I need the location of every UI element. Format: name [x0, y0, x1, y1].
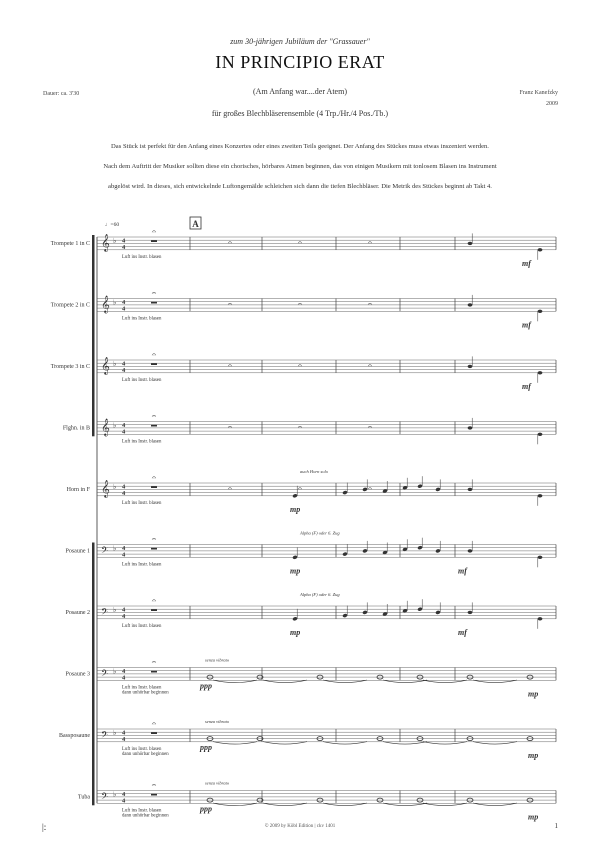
dynamic-marking: ppp: [200, 743, 212, 752]
fermata-symbol: 𝄐: [151, 657, 157, 667]
bass-clef: 𝄢: [101, 730, 109, 743]
fermata-symbol: 𝄐: [151, 350, 157, 359]
fermata-rest: 𝄐: [227, 422, 233, 432]
treble-clef: 𝄞: [101, 235, 110, 252]
expression-text: senza vibrato: [205, 657, 230, 663]
note-head: [468, 426, 473, 429]
time-sig-top: 4: [122, 668, 126, 675]
air-note-text-2: dann unhörbar beginnen: [122, 813, 169, 819]
time-sig-top: 4: [122, 237, 126, 245]
time-sig-top: 4: [122, 299, 126, 306]
composer-name: Franz Kanefzky: [519, 90, 558, 96]
expression-text: auch Horn solo: [300, 469, 328, 474]
dynamic-marking: ppp: [200, 681, 212, 691]
air-note-text: Luft ins Instr. blasen: [122, 316, 162, 322]
fermata-rest: 𝄐: [297, 238, 303, 247]
note-head: [468, 365, 473, 368]
dynamic-marking-2: mp: [528, 751, 539, 760]
instrument-name: Trompete 1 in C: [50, 241, 90, 247]
instrument-name: Trompete 3 in C: [50, 364, 90, 370]
note-head: [468, 488, 473, 491]
intro-line-3: abgelöst wird. In dieses, sich entwickelnde Luftongemälde schleichen sich dann die tiefen Blechbläser. Die Metrik des Stückes beginnt ab Takt 4.: [108, 183, 492, 190]
time-sig-top: 4: [122, 791, 126, 798]
note-head: [538, 371, 543, 374]
staff: [97, 356, 556, 382]
fermata-rest: 𝄐: [227, 484, 233, 493]
time-sig-bottom: 4: [122, 551, 126, 559]
key-signature-flat: ♭: [113, 667, 117, 676]
dynamic-marking: mf: [522, 320, 531, 330]
tempo-marking: ♩=60: [105, 222, 120, 228]
whole-rest: [151, 794, 157, 796]
time-sig-top: 4: [122, 545, 126, 552]
key-signature-flat: ♭: [113, 790, 117, 799]
expression-text: senza vibrato: [205, 719, 230, 724]
instrument-name: Trompete 2 in C: [50, 302, 90, 309]
note-head: [538, 310, 543, 313]
piece-title: IN PRINCIPIO ERAT: [215, 52, 385, 72]
key-signature-flat: ♭: [113, 237, 117, 245]
dynamic-marking: mp: [290, 628, 301, 637]
air-note-text: Luft ins Instr. blasen: [122, 808, 162, 814]
time-sig-bottom: 4: [122, 367, 126, 374]
time-sig-bottom: 4: [122, 797, 126, 805]
staff: [97, 418, 556, 444]
dynamic-marking: mf: [522, 382, 531, 391]
key-signature-flat: ♭: [113, 729, 117, 737]
air-note-text: Luft ins Instr. blasen: [122, 624, 162, 629]
time-sig-bottom: 4: [122, 490, 126, 497]
key-signature-flat: ♭: [113, 483, 117, 491]
note-head: [468, 242, 473, 245]
instrument-name: Posaune 1: [65, 548, 90, 555]
bass-clef: 𝄢: [101, 792, 109, 804]
time-sig-bottom: 4: [122, 674, 126, 682]
fermata-rest: 𝄐: [227, 299, 233, 309]
whole-rest: [151, 363, 157, 365]
dynamic-marking: mf: [522, 259, 531, 268]
dynamic-marking: mp: [290, 505, 301, 514]
page-number: 1: [554, 822, 558, 830]
staff: [97, 538, 556, 568]
note-head: [538, 494, 543, 497]
air-note-text: Luft ins Instr. blasen: [122, 562, 162, 568]
air-note-text: Luft ins Instr. blasen: [122, 378, 162, 383]
staff: [97, 476, 556, 506]
intro-line-1: Das Stück ist perfekt für den Anfang eines Konzertes oder eines zweiten Teils geeignet. Der Anfang des Stückes muss etwas inszeniert werden.: [111, 143, 489, 150]
bracket-trombones: [92, 543, 95, 806]
instrument-name: Posaune 3: [65, 671, 90, 678]
staff: [97, 295, 556, 321]
composition-year: 2009: [546, 101, 558, 107]
note-head: [538, 556, 543, 559]
note-head: [468, 549, 473, 552]
instrument-name: Tuba: [77, 794, 90, 801]
time-sig-bottom: 4: [122, 613, 126, 620]
fermata-symbol: 𝄐: [151, 719, 157, 728]
dynamic-marking-2: mf: [458, 628, 467, 637]
whole-rest: [151, 609, 157, 611]
fermata-rest: 𝄐: [367, 484, 373, 493]
note-head: [538, 433, 543, 436]
fermata-symbol: 𝄐: [151, 288, 157, 298]
dynamic-marking-2: mp: [528, 689, 539, 699]
time-sig-bottom: 4: [122, 244, 126, 251]
whole-rest: [151, 302, 157, 304]
dynamic-marking: ppp: [200, 804, 212, 814]
staff: [97, 668, 556, 683]
expression-text: Alpha (F) oder 6. Zug: [300, 530, 340, 536]
bass-clef: 𝄢: [101, 546, 109, 558]
rehearsal-mark: A: [192, 219, 199, 229]
whole-rest: [151, 548, 157, 550]
piece-subtitle: (Am Anfang war....der Atem): [253, 87, 347, 96]
fermata-rest: 𝄐: [367, 238, 373, 247]
instrument-name: Flghn. in B: [62, 425, 90, 432]
air-note-text-2: dann unhörbar beginnen: [122, 752, 169, 757]
staff: [97, 233, 556, 259]
whole-rest: [151, 240, 157, 242]
fermata-symbol: 𝄐: [151, 780, 157, 790]
time-sig-top: 4: [122, 422, 126, 429]
note-head: [538, 248, 543, 251]
time-sig-bottom: 4: [122, 305, 126, 313]
instrumentation: für großes Blechbläserensemble (4 Trp./Hr./4 Pos./Tb.): [211, 109, 389, 118]
air-note-text: Luft ins Instr. blasen: [122, 255, 162, 260]
fermata-rest: 𝄐: [367, 361, 373, 370]
dynamic-marking-2: mf: [458, 566, 467, 576]
bass-clef: 𝄢: [101, 607, 109, 620]
treble-clef: 𝄞: [101, 481, 110, 498]
fermata-rest: 𝄐: [227, 361, 233, 370]
fermata-rest: 𝄐: [297, 361, 303, 370]
treble-clef: 𝄞: [101, 420, 110, 436]
time-sig-bottom: 4: [122, 736, 126, 743]
footer-repeat-mark: |:: [42, 822, 47, 832]
staff: [97, 791, 556, 806]
whole-rest: [151, 671, 157, 673]
fermata-rest: 𝄐: [367, 299, 373, 309]
dedication: zum 30-jährigen Jubiläum der "Grassauer": [230, 37, 370, 46]
air-note-text: Luft ins Instr. blasen: [122, 501, 162, 506]
fermata-rest: 𝄐: [297, 299, 303, 309]
bracket-trumpets: [92, 235, 95, 436]
fermata-symbol: 𝄐: [151, 227, 157, 236]
copyright: © 2009 by Köbl Edition | ckv 1401: [264, 824, 336, 829]
instrument-name: Horn in F: [66, 487, 90, 493]
fermata-rest: 𝄐: [297, 422, 303, 432]
duration: Dauer: ca. 3'30: [43, 91, 80, 97]
time-sig-top: 4: [122, 483, 126, 491]
air-note-text: Luft ins Instr. blasen: [122, 747, 162, 752]
time-sig-top: 4: [122, 729, 126, 737]
fermata-rest: 𝄐: [297, 484, 303, 493]
note-head: [468, 611, 473, 614]
key-signature-flat: ♭: [113, 298, 117, 307]
air-note-text-2: dann unhörbar beginnen: [122, 690, 169, 696]
key-signature-flat: ♭: [113, 421, 117, 430]
air-note-text: Luft ins Instr. blasen: [122, 685, 162, 691]
time-sig-bottom: 4: [122, 428, 126, 436]
fermata-symbol: 𝄐: [151, 473, 157, 482]
key-signature-flat: ♭: [113, 360, 117, 368]
whole-rest: [151, 486, 157, 488]
key-signature-flat: ♭: [113, 544, 117, 553]
fermata-rest: 𝄐: [367, 422, 373, 432]
expression-text: senza vibrato: [205, 780, 230, 786]
fermata-symbol: 𝄐: [151, 596, 157, 605]
treble-clef: 𝄞: [101, 358, 110, 375]
staff: [97, 729, 556, 744]
staff: [97, 599, 556, 629]
fermata-rest: 𝄐: [227, 238, 233, 247]
expression-text: Alpha (F) oder 6. Zug: [300, 592, 340, 597]
intro-line-2: Nach dem Auftritt der Musiker sollten diese ein chorisches, hörbares Atmen beginnen, das von einigen Musikern mit tonlosem Blasen ins Instrument: [103, 163, 497, 170]
key-signature-flat: ♭: [113, 606, 117, 614]
air-note-text: Luft ins Instr. blasen: [122, 439, 162, 445]
instrument-name: Bassposaune: [59, 733, 90, 739]
note-head: [538, 617, 543, 620]
whole-rest: [151, 425, 157, 427]
fermata-symbol: 𝄐: [151, 534, 157, 544]
time-sig-top: 4: [122, 606, 126, 614]
note-head: [468, 303, 473, 306]
treble-clef: 𝄞: [101, 297, 110, 313]
whole-rest: [151, 732, 157, 734]
time-sig-top: 4: [122, 360, 126, 368]
fermata-symbol: 𝄐: [151, 411, 157, 421]
bass-clef: 𝄢: [101, 669, 109, 681]
dynamic-marking-2: mp: [528, 812, 539, 822]
dynamic-marking: mp: [290, 566, 301, 576]
instrument-name: Posaune 2: [65, 610, 90, 616]
